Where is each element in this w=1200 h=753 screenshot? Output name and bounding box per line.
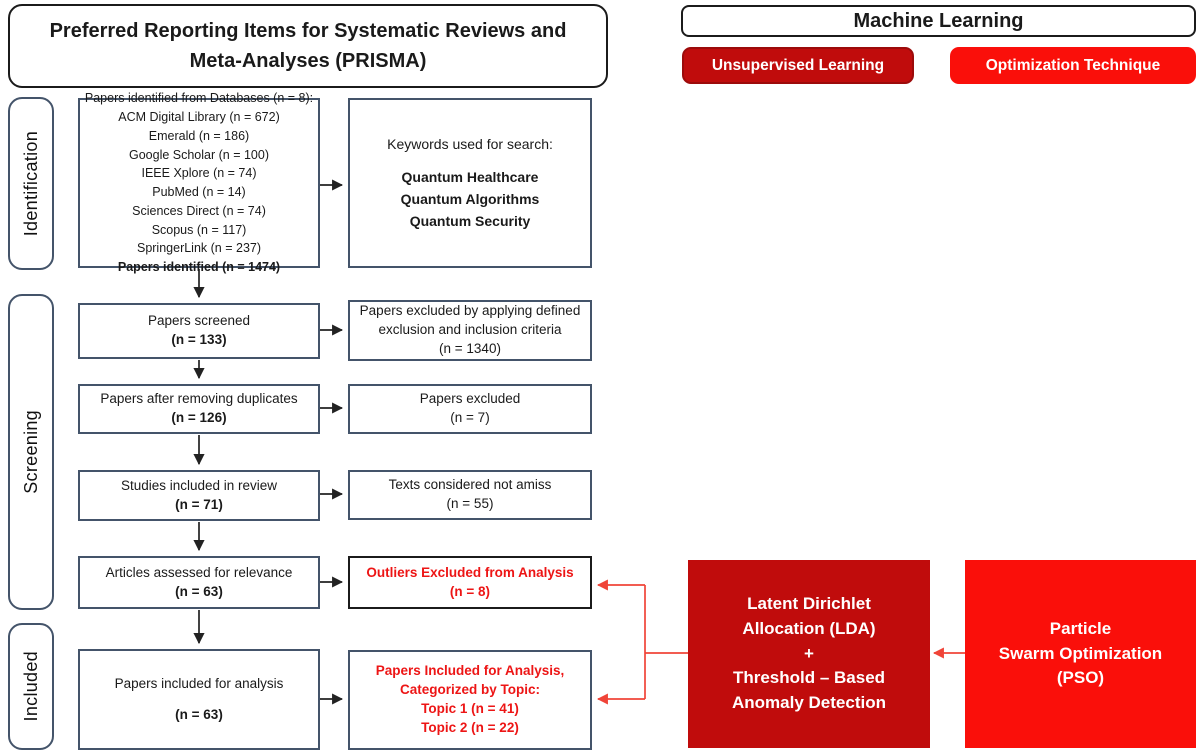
outliers-excluded-box (348, 556, 592, 609)
duplicates-removed-count: (n = 126) (171, 410, 227, 425)
papers-excluded-label: Papers excluded (419, 391, 521, 407)
keywords-header: Keywords used for search: (387, 135, 553, 152)
texts-not-amiss-box (348, 470, 592, 520)
papers-identified-box (78, 91, 320, 274)
articles-assessed-label: Articles assessed for relevance (105, 564, 293, 580)
database-item: ACM Digital Library (n = 672) (118, 110, 280, 124)
lda-line: + (804, 643, 814, 663)
topics-line: Papers Included for Analysis, (375, 663, 565, 679)
papers-for-analysis-box (78, 649, 320, 750)
keyword-term: Quantum Healthcare (401, 169, 539, 186)
excluded-criteria-count: (n = 1340) (439, 340, 501, 356)
excluded-criteria-line: Papers excluded by applying defined (359, 303, 581, 319)
pso-line: (PSO) (1056, 668, 1105, 688)
studies-in-review-count: (n = 71) (175, 496, 223, 512)
lda-line: Threshold – Based (732, 668, 886, 688)
lda-line: Anomaly Detection (732, 692, 886, 712)
pso-box (965, 560, 1196, 748)
articles-assessed-box (78, 556, 320, 609)
papers-for-analysis-label: Papers included for analysis (114, 675, 284, 691)
stage-identification-label: Identification (20, 130, 41, 237)
excluded-criteria-box (348, 300, 592, 361)
papers-screened-count: (n = 133) (171, 332, 227, 347)
papers-screened-label: Papers screened (147, 313, 251, 329)
database-item: PubMed (n = 14) (152, 185, 246, 199)
papers-excluded-box (348, 384, 592, 434)
topic2-count: Topic 2 (n = 22) (421, 719, 519, 735)
papers-screened-box (78, 303, 320, 359)
machine-learning-header: Machine Learning (681, 5, 1196, 37)
studies-in-review-label: Studies included in review (120, 477, 278, 493)
pso-line: Swarm Optimization (998, 643, 1163, 663)
stage-screening-label: Screening (20, 410, 41, 494)
stage-screening (8, 294, 54, 610)
articles-assessed-count: (n = 63) (175, 583, 223, 599)
database-item: Scopus (n = 117) (151, 222, 247, 237)
keywords-box (348, 98, 592, 268)
prisma-title: Preferred Reporting Items for Systematic Reviews and Meta-Analyses (PRISMA) (8, 4, 608, 88)
identified-header: Papers identified from Databases (n = 8): (84, 91, 314, 106)
database-item: SpringerLink (n = 237) (136, 241, 262, 256)
keyword-term: Quantum Algorithms (400, 191, 540, 207)
lda-box (688, 560, 930, 748)
topics-line: Categorized by Topic: (399, 682, 540, 698)
topic1-count: Topic 1 (n = 41) (421, 701, 519, 716)
optimization-technique-label: Optimization Technique (950, 47, 1196, 84)
unsupervised-learning-label: Unsupervised Learning (682, 47, 914, 84)
duplicates-removed-label: Papers after removing duplicates (100, 391, 298, 407)
database-item: Sciences Direct (n = 74) (132, 203, 266, 218)
outliers-excluded-count: (n = 8) (449, 583, 491, 599)
duplicates-removed-box (78, 384, 320, 434)
stage-included-label: Included (20, 651, 41, 722)
texts-not-amiss-label: Texts considered not amiss (388, 477, 552, 493)
texts-not-amiss-count: (n = 55) (446, 496, 494, 511)
pso-line: Particle (1049, 619, 1112, 639)
topics-box (348, 650, 592, 750)
papers-for-analysis-count: (n = 63) (175, 706, 223, 722)
stage-identification (8, 97, 54, 270)
database-item: Emerald (n = 186) (148, 128, 250, 143)
stage-included (8, 623, 54, 750)
lda-line: Latent Dirichlet (747, 594, 871, 614)
excluded-criteria-line: exclusion and inclusion criteria (378, 322, 562, 338)
outliers-excluded-label: Outliers Excluded from Analysis (366, 564, 574, 580)
identified-total: Papers identified (n = 1474) (117, 260, 281, 274)
studies-in-review-box (78, 470, 320, 521)
keyword-term: Quantum Security (409, 212, 531, 229)
papers-excluded-count: (n = 7) (450, 410, 490, 425)
database-item: IEEE Xplore (n = 74) (141, 166, 257, 181)
database-item: Google Scholar (n = 100) (128, 147, 269, 162)
lda-line: Allocation (LDA) (742, 619, 876, 639)
